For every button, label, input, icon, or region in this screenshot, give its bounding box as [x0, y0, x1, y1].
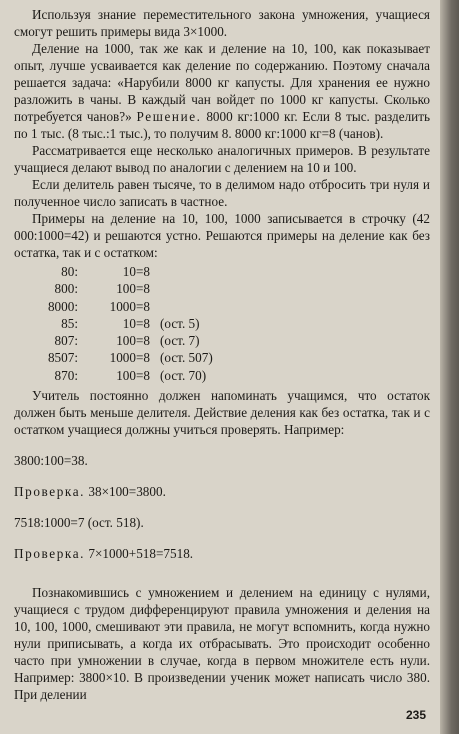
- example-dividend: 870:: [54, 367, 78, 383]
- page-number: 235: [405, 708, 426, 722]
- worked-example-1: 3800:100=38.: [14, 453, 88, 469]
- example-row: [36, 332, 430, 349]
- example-result: 1000=8: [109, 298, 150, 314]
- example-result: 10=8: [122, 315, 150, 331]
- solution-text: 8000 кг:1000 кг. Если 8 тыс. разделить по 1 тыс. (8 тыс.:1 тыс.), то получим 8. 8000 кг:1000 кг=8 (чанов).: [14, 109, 430, 141]
- example-result: 1000=8: [109, 350, 150, 366]
- paragraph-division-by-1000: [14, 40, 430, 142]
- paragraph-differentiation: Познакомившись с умножением и делением на единицу с нулями, учащиеся с трудом дифференцируют правила умножения и деления на 10, 100, 1000, смешивают эти правила, не могут вспомнить, когда нужно нули приписывать, а когда их отбрасывать. Это происходит особенно часто при умножении в случае, когда в первом множителе есть нули. Например: 3800×10. В произведении ученик может написать число 380. При делении: [14, 585, 430, 703]
- example-result: 10=8: [122, 264, 150, 279]
- example-result: 100=8: [116, 333, 150, 349]
- book-spine: [440, 0, 459, 734]
- check-2: [14, 545, 430, 562]
- check-label: Проверка.: [14, 484, 86, 500]
- example-row: [36, 315, 430, 332]
- example-row: [36, 280, 430, 297]
- paragraph-remainder-check: Учитель постоянно должен напоминать учащимся, что остаток должен быть меньше делителя. Действие деления как без остатка, так и с остатком учащиеся должны учиться проверять. Например:: [14, 388, 430, 438]
- example-row: [36, 298, 430, 315]
- example-remainder: (ост. 7): [160, 333, 200, 349]
- solution-label: Решение.: [136, 109, 202, 124]
- example-row: [36, 263, 430, 280]
- example-dividend: 80:: [61, 264, 78, 279]
- example-result: 100=8: [116, 281, 150, 297]
- paragraph-analogy: Рассматривается еще несколько аналогичных примеров. В результате учащиеся делают вывод по аналогии с делением на 10 и 100.: [14, 143, 430, 175]
- spacer: [14, 572, 430, 584]
- problem-text: Деление на 1000, так же как и деление на 10, 100, как показывает опыт, лучше усваивается как деление по содержанию. Поэтому сначала решается задача: «Нарубили 8000 кг капусты. Для хранения ее нужно разложить в чаны. В каждый чан войдет по 1000 кг капусты. Сколько потребуется чанов?»: [14, 41, 430, 124]
- example-result: 100=8: [116, 367, 150, 383]
- paragraph-examples-intro: Примеры на деление на 10, 100, 1000 записывается в строчку (42 000:1000=42) и решаются устно. Решаются примеры на деление как без остатка, так и с остатком:: [14, 211, 430, 260]
- example-dividend: 85:: [61, 315, 78, 331]
- example-remainder: (ост. 5): [160, 315, 200, 331]
- example-dividend: 8507:: [47, 350, 78, 366]
- worked-example-2: 7518:1000=7 (ост. 518).: [14, 515, 144, 531]
- check-expression: 38×100=3800.: [85, 484, 166, 500]
- paragraph-commutative-law: Используя знание переместительного закона умножения, учащиеся смогут решить примеры вида 3×1000.: [14, 7, 430, 39]
- examples-list: [36, 263, 430, 384]
- paragraph-rule: Если делитель равен тысяче, то в делимом надо отбросить три нуля и полученное число записать в частное.: [14, 177, 430, 209]
- example-row: [36, 367, 430, 384]
- example-dividend: 800:: [54, 281, 78, 297]
- example-remainder: (ост. 70): [160, 367, 207, 383]
- check-1: [14, 483, 430, 500]
- example-dividend: 8000:: [47, 298, 78, 314]
- check-expression: 7×1000+518=7518.: [85, 546, 194, 562]
- example-dividend: 807:: [54, 333, 78, 349]
- example-remainder: (ост. 507): [160, 350, 213, 366]
- page-body: [14, 6, 430, 703]
- check-label: Проверка.: [14, 546, 86, 562]
- example-row: [36, 349, 430, 366]
